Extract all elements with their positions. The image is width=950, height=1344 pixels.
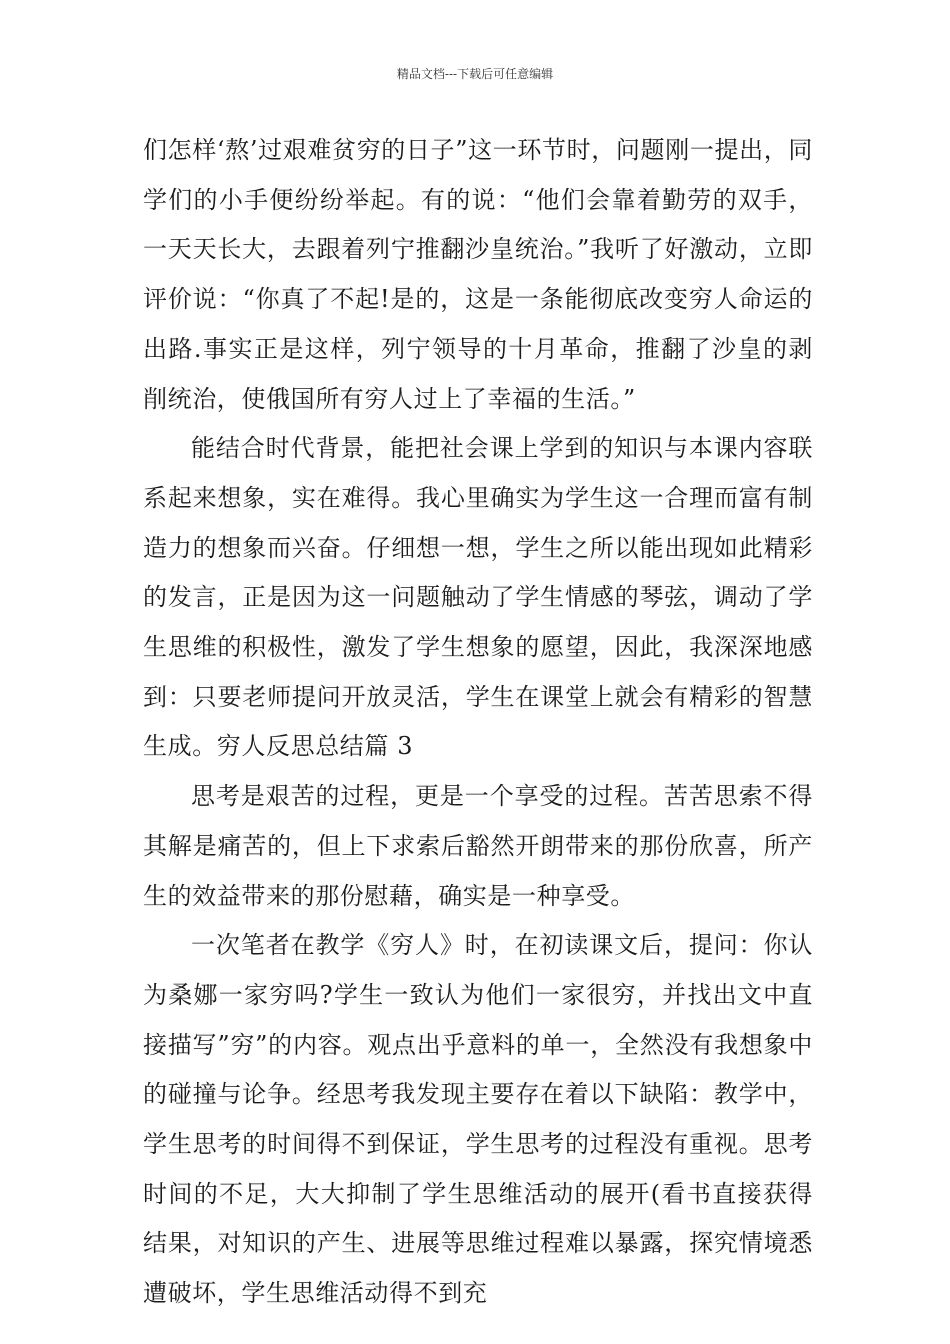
paragraph: 一次笔者在教学《穷人》时，在初读课文后，提问：你认为桑娜一家穷吗?学生一致认为他们一家很穷，并找出文中直接描写”穷”的内容。观点出乎意料的单一，全然没有我想象中的碰撞与论争。经思考我发现主要存在着以下缺陷：教学中，学生思考的时间得不到保证，学生思考的过程没有重视。思考时间的不足，大大抑制了学生思维活动的展开(看书直接获得结果，对知识的产生、进展等思维过程难以暴露，探究情境悉遭破坏，学生思维活动得不到充 [143,931,813,1308]
page-header: 精品文档---下载后可任意编辑 [396,67,554,81]
paragraph: 们怎样‘熬’过艰难贫穷的日子”这一环节时，问题刚一提出，同学们的小手便纷纷举起。有的说：“他们会靠着勤劳的双手，一天天长大，去跟着列宁推翻沙皇统治。”我听了好激动，立即评价说：“你真了不起!是的，这是一条能彻底改变穷人命运的出路.事实正是这样，列宁领导的十月革命，推翻了沙皇的剥削统治，使俄国所有穷人过上了幸福的生活。” [143,136,813,413]
paragraph: 能结合时代背景，能把社会课上学到的知识与本课内容联系起来想象，实在难得。我心里确实为学生这一合理而富有制造力的想象而兴奋。仔细想一想，学生之所以能出现如此精彩的发言，正是因为这一问题触动了学生情感的琴弦，调动了学生思维的积极性，激发了学生想象的愿望，因此，我深深地感到：只要老师提问开放灵活，学生在课堂上就会有精彩的智慧生成。穷人反思总结篇 3 [143,434,813,761]
paragraph: 思考是艰苦的过程，更是一个享受的过程。苦苦思索不得其解是痛苦的，但上下求索后豁然开朗带来的那份欣喜，所产生的效益带来的那份慰藉，确实是一种享受。 [143,782,813,910]
document-body [143,126,813,1319]
